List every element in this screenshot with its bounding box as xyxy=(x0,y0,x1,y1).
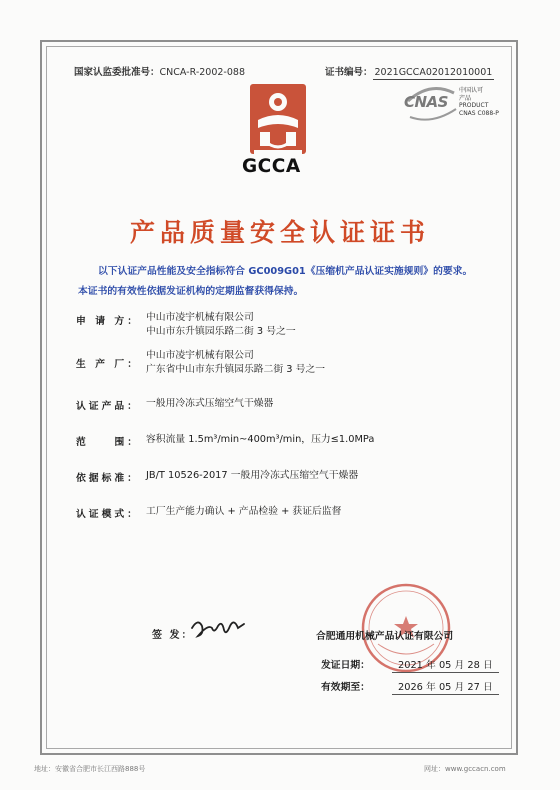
gcca-logo-text: GCCA xyxy=(242,156,301,177)
manufacturer-address: 广东省中山市东升镇园乐路二街 3 号之一 xyxy=(146,364,326,375)
intro-line-1: 以下认证产品性能及安全指标符合 GC009G01《压缩机产品认证实施规则》的要求。 xyxy=(98,266,473,277)
approval-value: CNCA-R-2002-088 xyxy=(159,67,245,78)
product-value: 一般用冷冻式压缩空气干燥器 xyxy=(146,398,274,409)
standard-value: JB/T 10526-2017 一般用冷冻式压缩空气干燥器 xyxy=(146,470,359,481)
applicant-address: 中山市东升镇园乐路二街 3 号之一 xyxy=(146,326,296,337)
issue-date-label: 发证日期： xyxy=(321,660,370,671)
issuing-organization: 合肥通用机械产品认证有限公司 xyxy=(316,631,454,642)
mode-value: 工厂生产能力确认 + 产品检验 + 获证后监督 xyxy=(146,506,342,517)
issue-date-row xyxy=(321,657,499,671)
standard-label: 依据标准： xyxy=(76,473,140,484)
approval-label: 国家认监委批准号： xyxy=(74,67,160,78)
expiry-date-label: 有效期至： xyxy=(321,682,370,693)
cnas-line-1: 中国认可 xyxy=(459,87,484,94)
manufacturer-label: 生 产 厂： xyxy=(76,359,141,370)
approval-number xyxy=(74,64,245,78)
manufacturer-name: 中山市凌宇机械有限公司 xyxy=(146,350,254,361)
intro-line-2: 本证书的有效性依据发证机构的定期监督获得保持。 xyxy=(78,286,304,297)
certificate-title: 产品质量安全认证证书 xyxy=(129,218,430,247)
cnas-logo-text: CNAS xyxy=(404,93,448,111)
footer-address: 地址：安徽省合肥市长江西路888号 xyxy=(34,765,146,773)
applicant-label: 申 请 方： xyxy=(76,316,141,327)
scope-label: 范 围： xyxy=(76,437,141,448)
cnas-caption xyxy=(459,87,499,117)
handwritten-signature-icon xyxy=(190,614,246,642)
cnas-mark xyxy=(404,83,514,129)
expiry-date-value: 2026 年 05 月 27 日 xyxy=(392,682,499,695)
cnas-line-4: CNAS C088-P xyxy=(459,109,499,117)
expiry-date-row xyxy=(321,679,499,693)
cert-no-value: 2021GCCA02012010001 xyxy=(374,67,493,78)
certificate-number xyxy=(325,64,494,78)
product-label: 认证产品： xyxy=(76,401,140,412)
scope-value: 容积流量 1.5m³/min~400m³/min，压力≤1.0MPa xyxy=(146,434,375,445)
signature-label: 签 发： xyxy=(152,630,194,641)
mode-label: 认证模式： xyxy=(76,509,140,520)
cnas-line-2: 产品 xyxy=(459,94,472,102)
footer-website: 网址：www.gccacn.com xyxy=(424,765,506,773)
applicant-name: 中山市凌宇机械有限公司 xyxy=(146,312,254,323)
cnas-line-3: PRODUCT xyxy=(459,102,489,109)
issue-date-value: 2021 年 05 月 28 日 xyxy=(392,660,499,673)
intro-paragraph xyxy=(78,262,498,302)
cert-no-label: 证书编号： xyxy=(325,67,373,78)
